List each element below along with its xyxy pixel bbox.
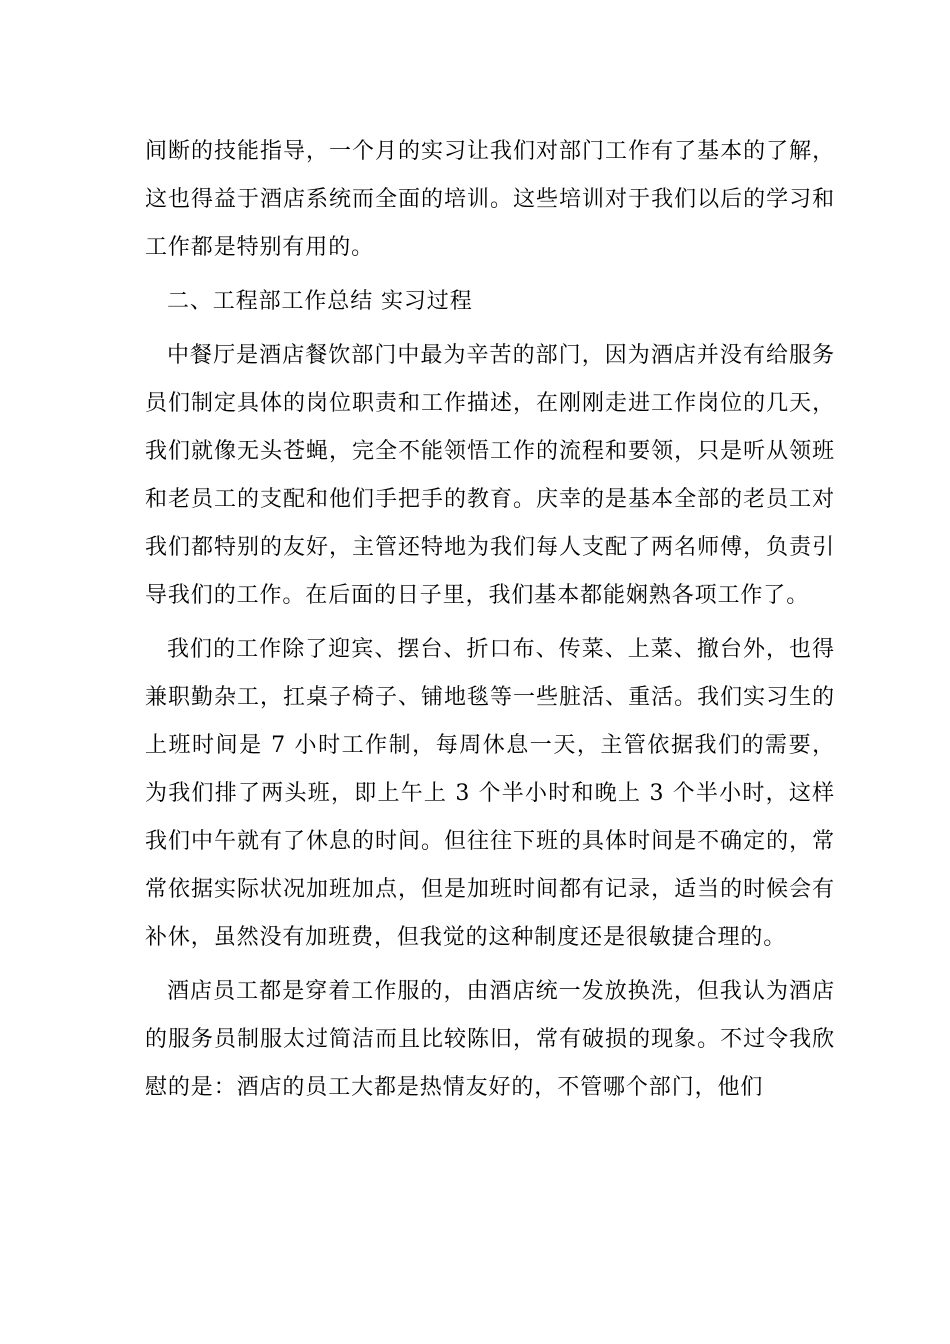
section-heading: 二、工程部工作总结 实习过程 <box>167 289 473 314</box>
paragraph-continuation: 间断的技能指导，一个月的实习让我们对部门工作有了基本的了解，这也得益于酒店系统而全面的培训。这些培训对于我们以后的学习和工作都是特别有用的。 <box>145 139 835 260</box>
paragraph-duties: 我们的工作除了迎宾、摆台、折口布、传菜、上菜、撤台外，也得兼职勤杂工，扛桌子椅子、铺地毯等一些脏活、重活。我们实习生的上班时间是 7 小时工作制，每周休息一天，主管依据我们的需要，为我们排了两头班，即上午上 3 个半小时和晚上 3 个半小时，这样我们中午就有了休息的时间。但往往下班的具体时间是不确定的，常常依据实际状况加班加点，但是加班时间都有记录，适当的时候会有补休，虽然没有加班费，但我觉的这种制度还是很敏捷合理的。 <box>145 637 835 950</box>
document-body <box>145 128 835 1112</box>
paragraph-restaurant: 中餐厅是酒店餐饮部门中最为辛苦的部门，因为酒店并没有给服务员们制定具体的岗位职责和工作描述，在刚刚走进工作岗位的几天，我们就像无头苍蝇，完全不能领悟工作的流程和要领，只是听从领班和老员工的支配和他们手把手的教育。庆幸的是基本全部的老员工对我们都特别的友好，主管还特地为我们每人支配了两名师傅，负责引导我们的工作。在后面的日子里，我们基本都能娴熟各项工作了。 <box>145 343 835 608</box>
paragraph-uniform: 酒店员工都是穿着工作服的，由酒店统一发放换洗，但我认为酒店的服务员制服太过简洁而且比较陈旧，常有破损的现象。不过令我欣慰的是：酒店的员工大都是热情友好的，不管哪个部门，他们 <box>145 979 835 1100</box>
